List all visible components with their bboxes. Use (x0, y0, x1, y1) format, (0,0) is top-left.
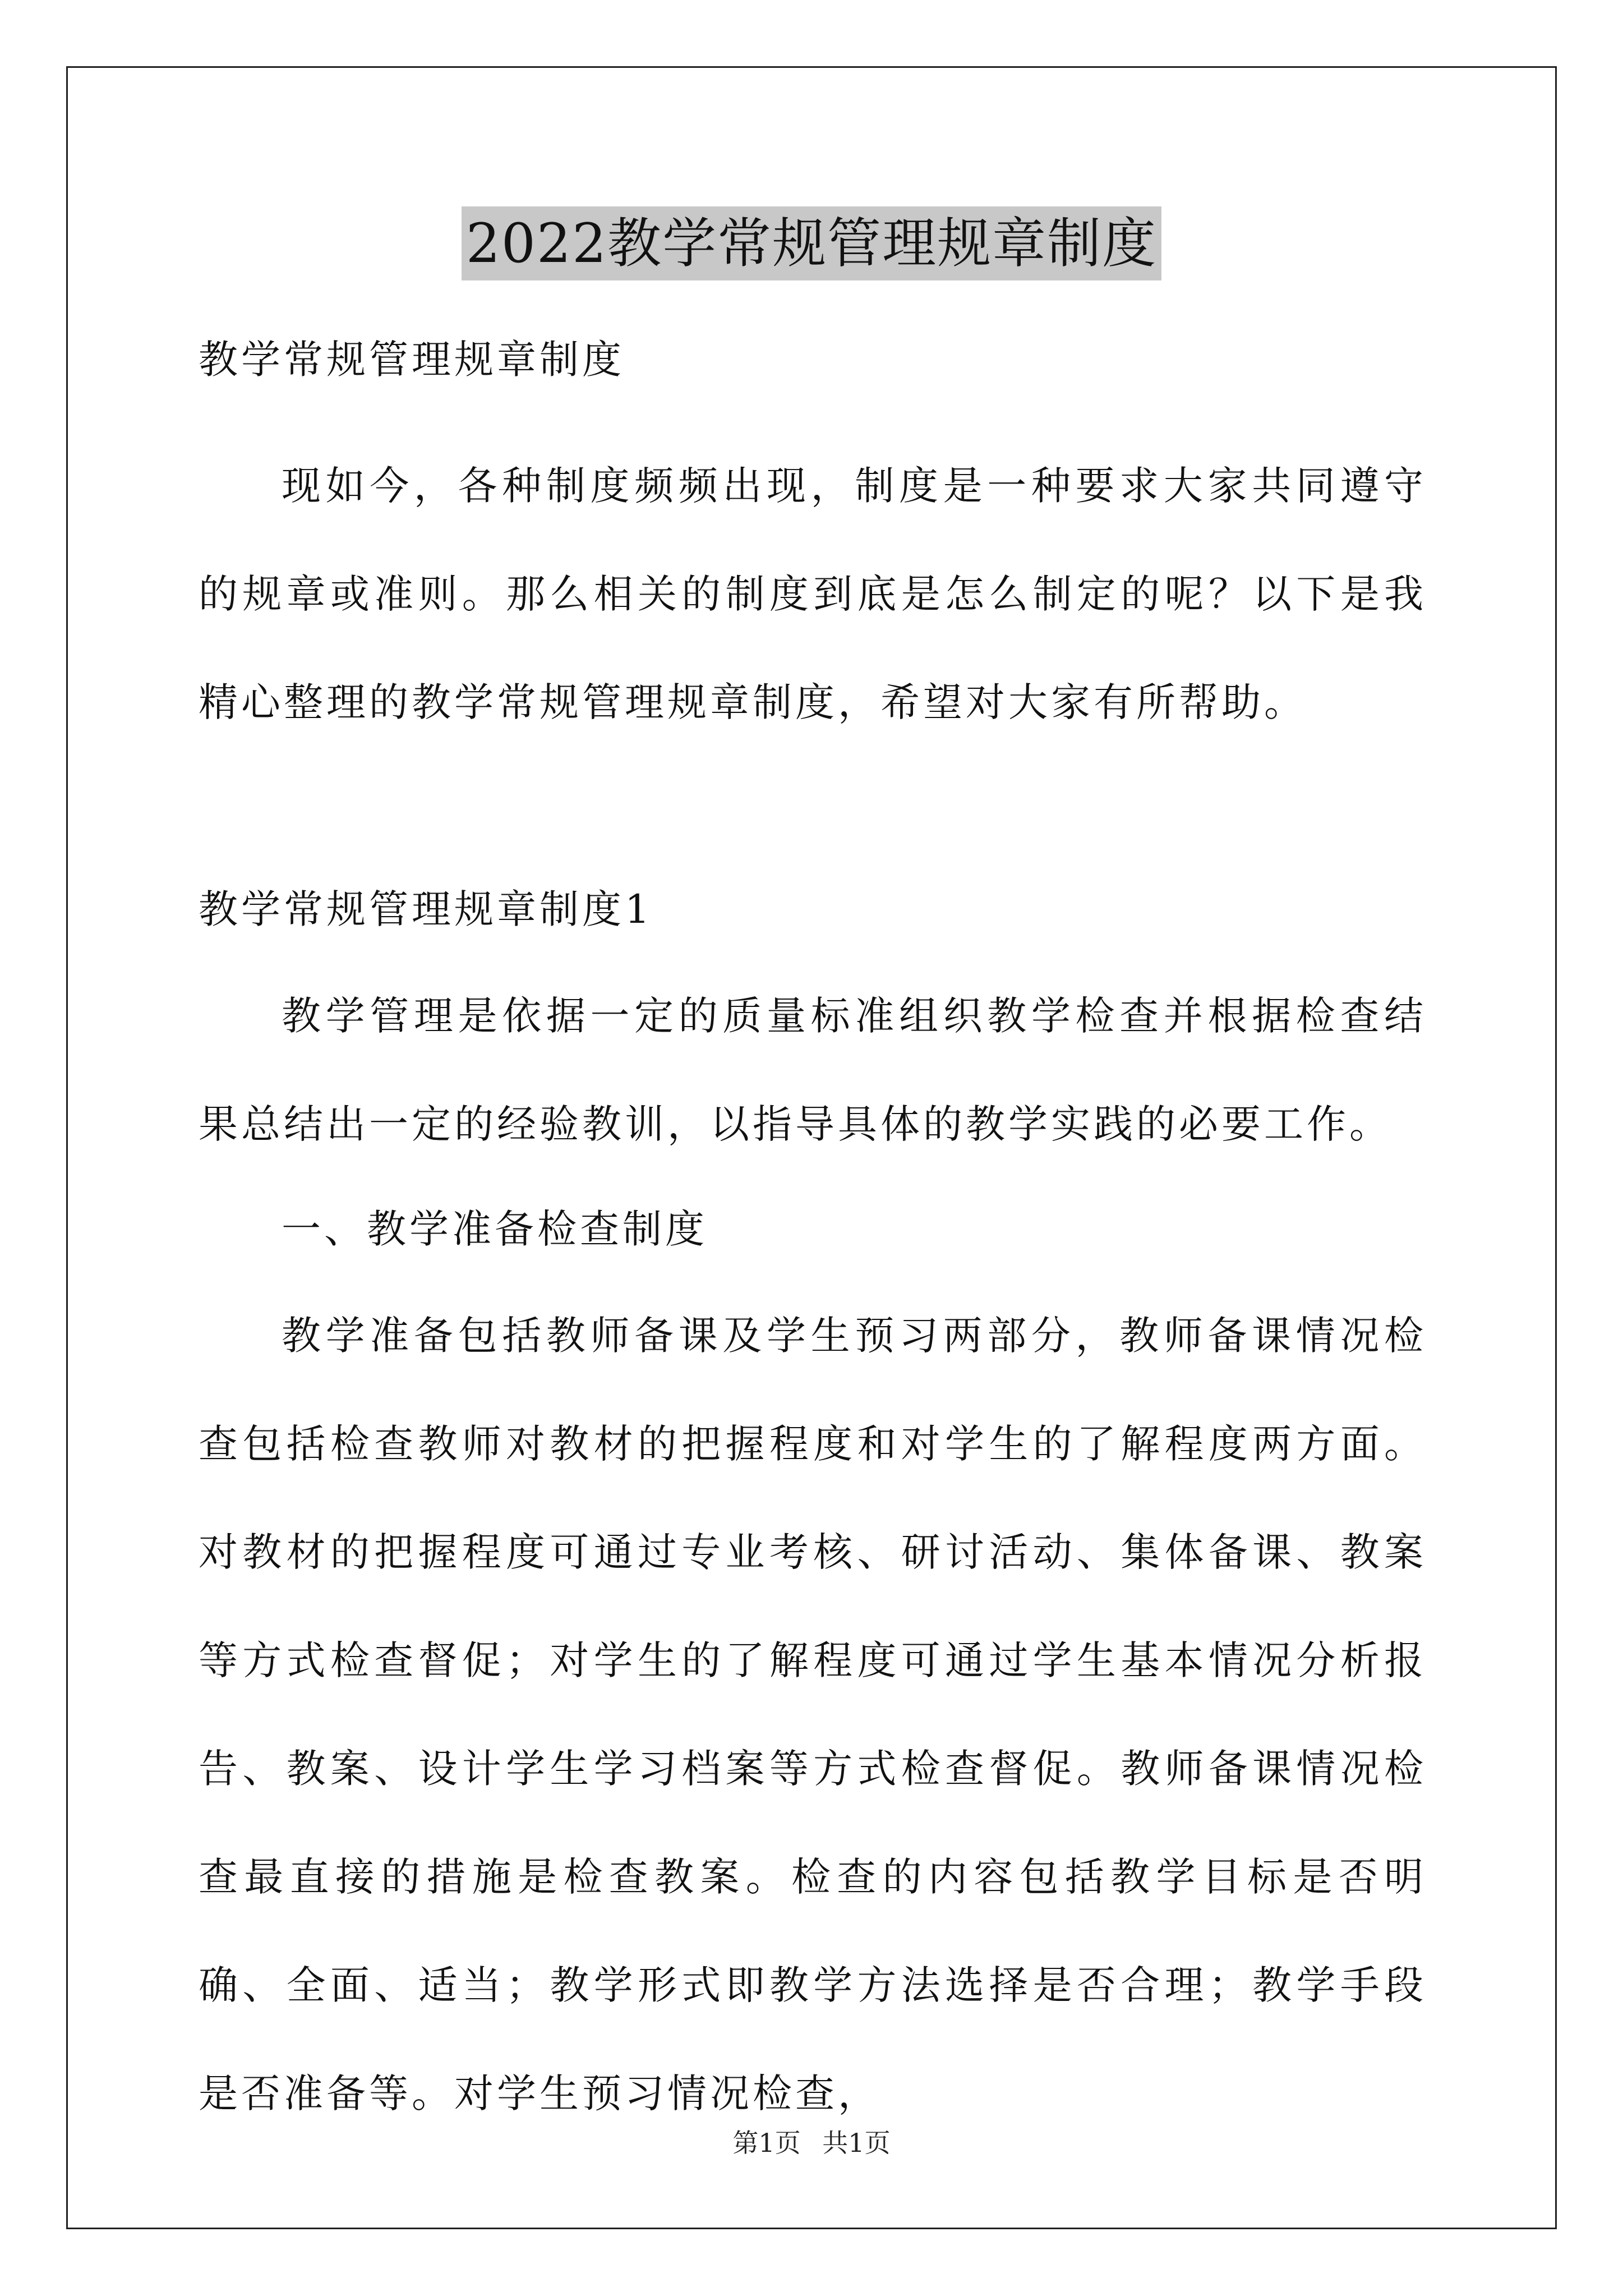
body-paragraph: 教学准备包括教师备课及学生预习两部分，教师备课情况检查包括检查教师对教材的把握程度和对学生的了解程度两方面。对教材的把握程度可通过专业考核、研讨活动、集体备课、教案等方式检查督促；对学生的了解程度可通过学生基本情况分析报告、教案、设计学生学习档案等方式检查督促。教师备课情况检查最直接的措施是检查教案。检查的内容包括教学目标是否明确、全面、适当；教学形式即教学方法选择是否合理；教学手段是否准备等。对学生预习情况检查， (199, 1313, 1427, 2116)
page-footer: 第1页 共1页 (732, 2128, 891, 2158)
section-paragraph: 教学管理是依据一定的质量标准组织教学检查并根据检查结果总结出一定的经验教训，以指导具体的教学实践的必要工作。 (199, 993, 1427, 1147)
document-title: 2022教学常规管理规章制度 (462, 206, 1161, 280)
subheading: 一、教学准备检查制度 (282, 1206, 708, 1252)
intro-paragraph: 现如今，各种制度频频出现，制度是一种要求大家共同遵守的规章或准则。那么相关的制度到底是怎么制定的呢？以下是我精心整理的教学常规管理规章制度，希望对大家有所帮助。 (199, 463, 1427, 725)
title-container (0, 206, 1623, 280)
section-heading: 教学常规管理规章制度1 (199, 886, 653, 932)
document-subtitle: 教学常规管理规章制度 (199, 337, 625, 383)
